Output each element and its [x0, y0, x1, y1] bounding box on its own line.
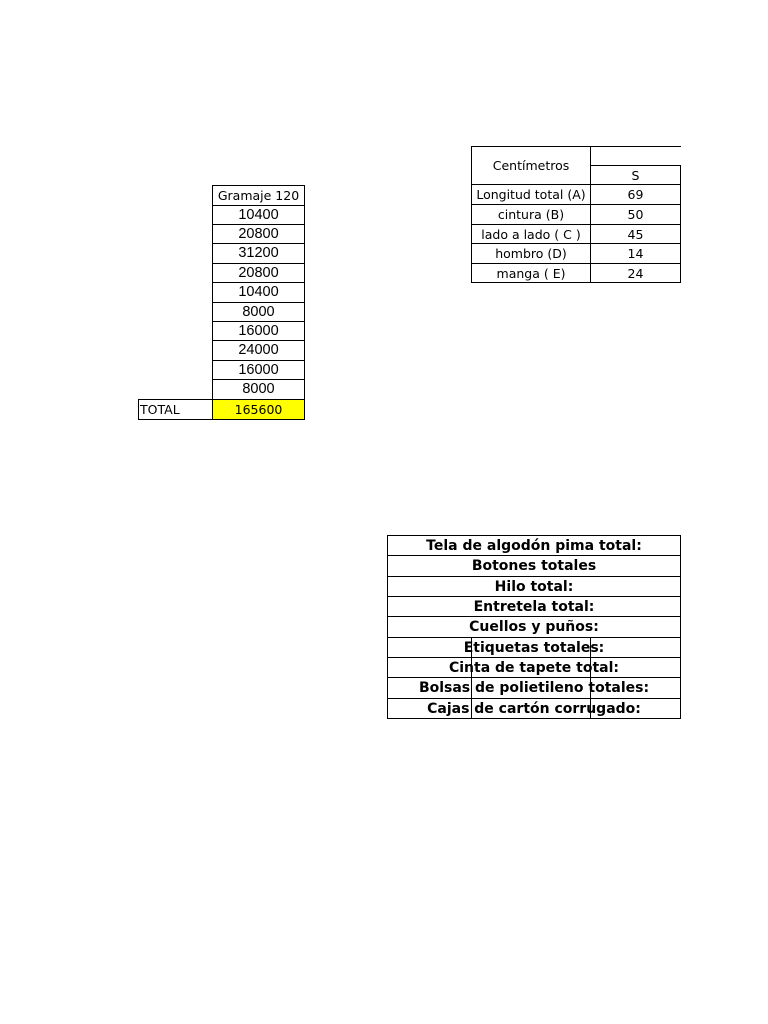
measurement-value: 69 [627, 187, 644, 202]
material-row: Cinta de tapete total: [448, 659, 619, 676]
measurement-label: Longitud total (A) [476, 187, 586, 202]
material-row: Botones totales [471, 558, 597, 574]
measurements-header: Centímetros [492, 158, 570, 173]
material-row: Tela de algodón pima total: [426, 537, 642, 554]
gramaje-value: 16000 [238, 361, 279, 378]
gramaje-value: 20800 [238, 264, 279, 281]
measurement-label: cintura (B) [497, 207, 565, 222]
gramaje-value: 8000 [242, 303, 275, 320]
material-row: Bolsas de polietileno totales: [418, 680, 650, 696]
measurement-label: lado a lado ( C ) [481, 226, 581, 242]
material-row: Entretela total: [473, 598, 595, 615]
gramaje-value: 20800 [238, 225, 279, 242]
total-label: TOTAL [140, 402, 180, 417]
gramaje-value: 10400 [238, 284, 279, 300]
measurement-label: hombro (D) [495, 246, 567, 261]
measurement-value: 14 [627, 246, 644, 261]
measurement-value: 24 [627, 265, 644, 281]
size-label: S [631, 167, 640, 183]
measurement-value: 45 [627, 226, 644, 242]
measurement-value: 50 [627, 207, 644, 222]
measurement-label: manga ( E) [496, 265, 566, 281]
gramaje-value: 10400 [238, 206, 279, 223]
gramaje-value: 16000 [238, 322, 279, 339]
material-row: Cuellos y puños: [469, 619, 599, 635]
material-row: Cajas de cartón corrugado: [427, 700, 641, 717]
material-row: Etiquetas totales: [463, 639, 605, 656]
gramaje-header: Gramaje 120 [217, 188, 300, 203]
gramaje-value: 8000 [242, 381, 275, 397]
material-row: Hilo total: [494, 578, 574, 595]
gramaje-value: 24000 [238, 342, 279, 358]
total-value: 165600 [234, 402, 283, 417]
gramaje-value: 31200 [238, 245, 279, 261]
